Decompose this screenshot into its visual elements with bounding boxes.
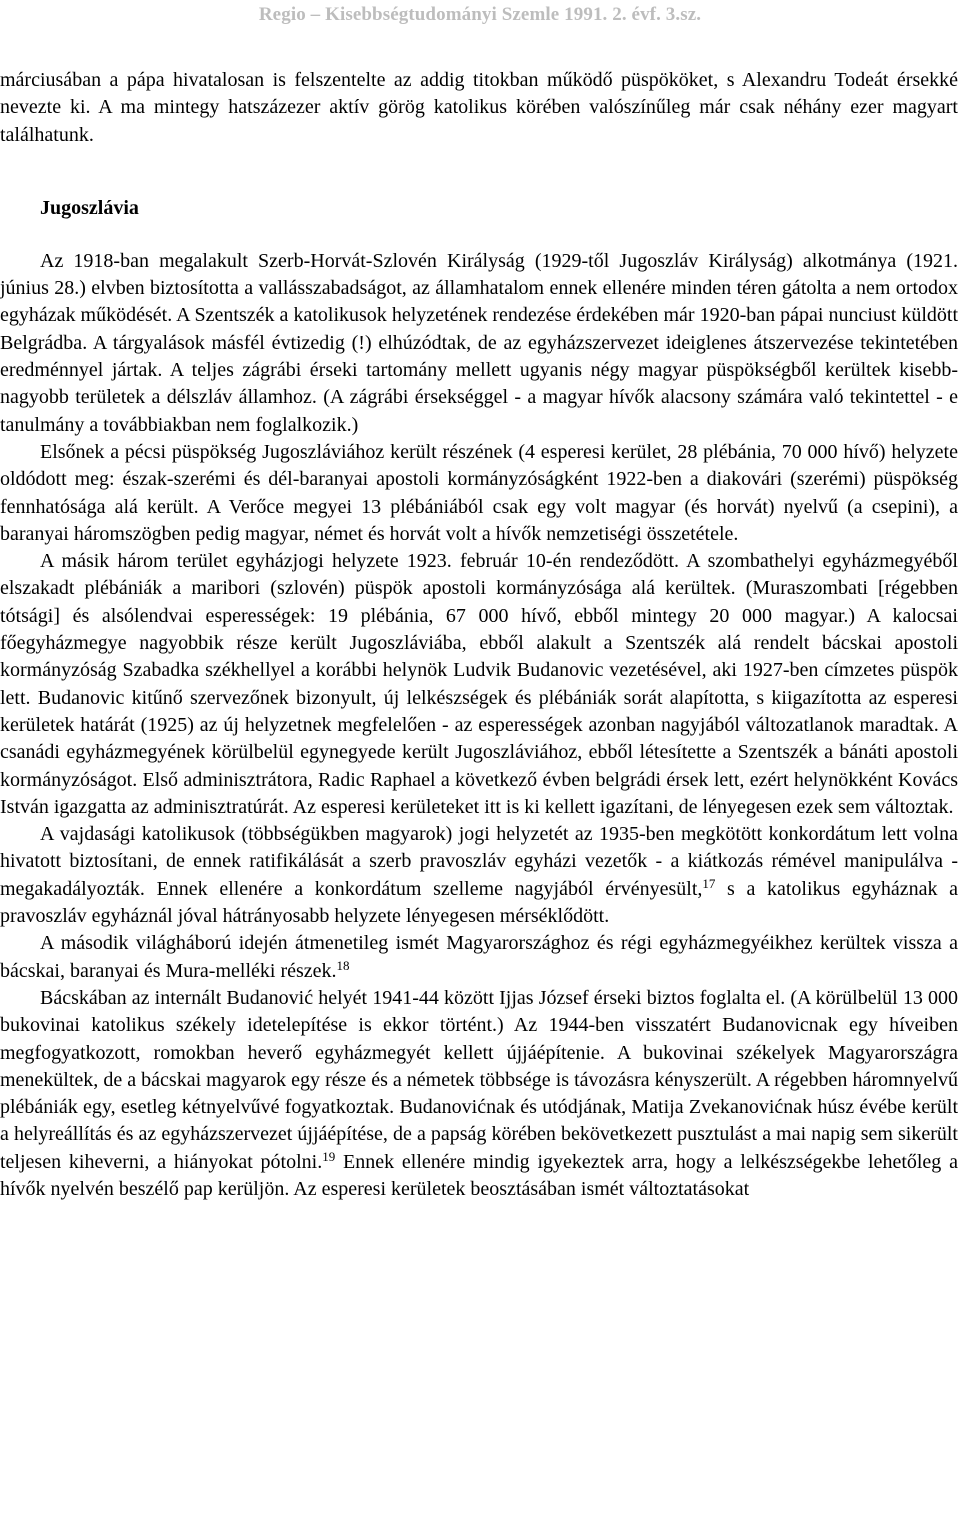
journal-header: Regio – Kisebbségtudományi Szemle 1991. 2. évf. 3.sz. xyxy=(258,4,702,25)
paragraph-6-text-b: Ennek ellenére mindig igyekeztek arra, hogy a lelkészségekbe lehetőleg a hívők nyelvén beszélő pap kerüljön. Az esperesi kerületek beosztásában ismét változtatásokat xyxy=(0,1150,958,1200)
intro-paragraph: márciusában a pápa hivatalosan is felszentelte az addig titokban működő püspököket, s Alexandru Todeát érsekké nevezte ki. A ma mintegy hatszázezer aktív görög katolikus körében valószínűleg már csak néhány ezer magyart találhatunk. xyxy=(0,69,958,146)
document-body xyxy=(0,67,958,1203)
paragraph-6-text-a: Bácskában az internált Budanović helyét 1941-44 között Ijjas József érseki biztos foglalta el. (A körülbelül 13 000 bukovinai katolikus székely idetelepítése is ekkor történt.) Az 1944-ben visszatért Budanovicnak egy híveiben megfogyatkozott, romokban heverő egyházmegyét kellett újjáépítenie. A bukovinai székelyek Magyarországra menekültek, de a bácskai magyarok egy része és a németek többsége is távozásra kényszerült. A régebben háromnyelvű plébániák egy, esetleg kétnyelvűvé fogyatkoztak. Budanovićnak és utódjának, Matija Zvekanovićnak húsz évébe került a helyreállítás és az egyházszervezet újjáépítése, de a papság körében bekövetkezett pusztulást a mai napig sem sikerült teljesen kiheverni, a hiányokat pótolni. xyxy=(0,986,958,1173)
paragraph-4-text-b: s a katolikus egyháznak a pravoszláv egyháznál jóval hátrányosabb helyzete lényegesen mérséklődött. xyxy=(0,877,959,928)
footnote-ref-17[interactable]: 17 xyxy=(702,875,716,891)
paragraph-4-text-a: A vajdasági katolikusok (többségükben magyarok) jogi helyzetét az 1935-ben megkötött konkordátum lett volna hivatott biztosítani, de ennek ratifikálását a szerb pravoszláv egyházi vezetők - a kiátkozás rémével manipulálva - megakadályozták. Ennek ellenére a konkordátum szelleme nagyjából érvényesült, xyxy=(0,823,958,900)
paragraph-3: A másik három terület egyházjogi helyzete 1923. február 10-én rendeződött. A szombathelyi egyházmegyéből elszakadt plébániák a maribori (szlovén) püspök apostoli kormányzósága alá kerültek. (Muraszombati [régebben tótsági] és alsólendvai esperességek: 19 plébánia, 67 000 hívő, ebből mintegy 20 000 magyar.) A kalocsai főegyházmegye nagyobbik része került Jugoszláviába, ebből alakult a Szentszék alá rendelt bácskai apostoli kormányzóság Szabadka székhellyel a korábbi helynök Ludvik Budanovic vezetésével, aki 1927-ben címzetes püspök lett. Budanovic kitűnő szervezőnek bizonyult, új lelkészségek és plébániák sorát alapította, s kiigazította az esperesi kerületek határát (1925) az új helyzetnek megfelelően - az esperességek azonban nagyjából változatlanok maradtak. A csanádi egyházmegyének körülbelül egynegyede került Jugoszláviához, ebből létesítette a Szentszék a bánáti apostoli kormányzóságot. Első adminisztrátora, Radic Raphael a következő évben belgrádi érsek lett, ezért helynökként Kovács István igazgatta az adminisztratúrát. Az esperesi kerületeket itt is ki kellett igazítani, de lényegesen ezek sem változtak. xyxy=(0,550,958,818)
paragraph-5-text: A második világháború idején átmenetileg ismét Magyarországhoz és régi egyházmegyéikhez kerültek vissza a bácskai, baranyai és Mura-melléki részek. xyxy=(0,932,958,982)
paragraph-5 xyxy=(0,930,958,985)
footnote-ref-18[interactable]: 18 xyxy=(336,957,350,973)
paragraph-6 xyxy=(0,985,958,1203)
section-heading: Jugoszlávia xyxy=(40,196,139,219)
paragraph-1: Az 1918-ban megalakult Szerb-Horvát-Szlovén Királyság (1929-től Jugoszláv Királyság) alkotmánya (1921. június 28.) elvben biztosította a vallásszabadságot, az államhatalom ennek ellenére minden téren gátolta a nem ortodox egyházak működését. A Szentszék a katolikusok helyzetének rendezése érdekében már 1920-ban pápai nunciust küldött Belgrádba. A tárgyalások másfél évtizedig (!) elhúzódtak, de az egyházszervezet ideiglenes átszervezése tekintetében eredménnyel jártak. A teljes zágrábi érseki tartomány mellett ugyanis négy magyar püspökségből kerültek kisebb-nagyobb területek a délszláv államhoz. (A zágrábi érsekséggel - a magyar hívők alacsony számára való tekintettel - e tanulmány a továbbiakban nem foglalkozik.) xyxy=(0,249,958,436)
footnote-ref-19[interactable]: 19 xyxy=(322,1148,336,1164)
paragraph-2: Elsőnek a pécsi püspökség Jugoszláviához került részének (4 esperesi kerület, 28 plébánia, 70 000 hívő) helyzete oldódott meg: észak-szerémi és dél-baranyai apostoli kormányzóságként 1922-ben a diakovári (szerémi) püspökség fennhatósága alá került. A Verőce megyei 13 plébániából csak egy volt magyar (és horvát) nyelvű (a csepini), a baranyai háromszögben pedig magyar, német és horvát volt a hívők nemzetiségi összetétele. xyxy=(0,440,958,545)
paragraph-4 xyxy=(0,821,958,930)
